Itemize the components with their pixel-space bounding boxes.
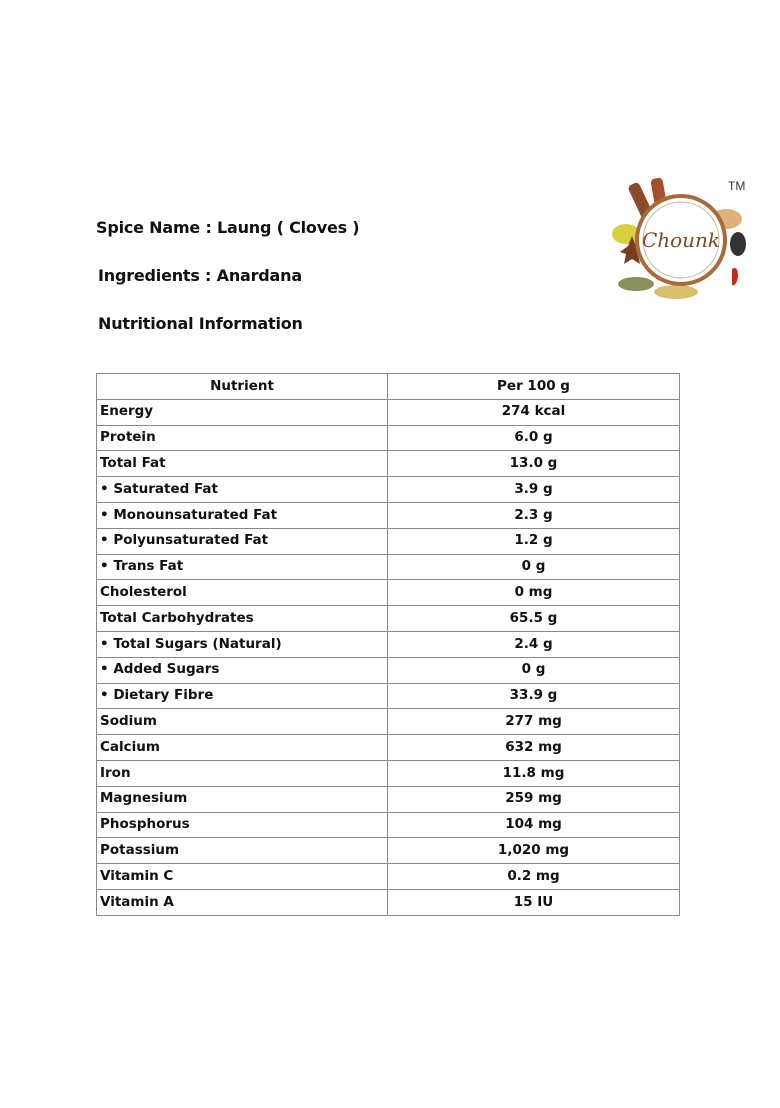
nutrient-value: 65.5 g xyxy=(388,606,680,632)
table-row xyxy=(97,760,680,786)
nutrient-name: Total Fat xyxy=(97,451,388,477)
section-title: Nutritional Information xyxy=(98,314,303,333)
nutrient-name: Vitamin C xyxy=(97,864,388,890)
table-row xyxy=(97,606,680,632)
nutrient-name: Vitamin A xyxy=(97,889,388,915)
nutrient-name: Total Carbohydrates xyxy=(97,606,388,632)
table-row xyxy=(97,631,680,657)
nutrient-name: • Saturated Fat xyxy=(97,477,388,503)
nutrient-value: 3.9 g xyxy=(388,477,680,503)
trademark: TM xyxy=(728,179,746,193)
table-row xyxy=(97,502,680,528)
nutrient-name: Magnesium xyxy=(97,786,388,812)
table-header-row xyxy=(97,374,680,400)
nutrient-value: 2.3 g xyxy=(388,502,680,528)
nutrient-value: 11.8 mg xyxy=(388,760,680,786)
nutrient-value: 1,020 mg xyxy=(388,838,680,864)
nutrient-value: 104 mg xyxy=(388,812,680,838)
nutrient-name: Sodium xyxy=(97,709,388,735)
nutrient-value: 0 g xyxy=(388,554,680,580)
nutrient-value: 2.4 g xyxy=(388,631,680,657)
nutrient-value: 13.0 g xyxy=(388,451,680,477)
brand-logo xyxy=(606,174,756,309)
nutrient-name: Energy xyxy=(97,399,388,425)
ingredients: Ingredients : Anardana xyxy=(98,266,302,285)
nutrient-name: • Total Sugars (Natural) xyxy=(97,631,388,657)
nutrient-value: 277 mg xyxy=(388,709,680,735)
nutrient-value: 259 mg xyxy=(388,786,680,812)
table-row xyxy=(97,554,680,580)
nutrient-value: 632 mg xyxy=(388,735,680,761)
nutrient-name: • Dietary Fibre xyxy=(97,683,388,709)
nutrient-name: Cholesterol xyxy=(97,580,388,606)
nutrient-value: 0 mg xyxy=(388,580,680,606)
logo-text: Chounk xyxy=(641,228,721,252)
table-row xyxy=(97,838,680,864)
table-row xyxy=(97,477,680,503)
table-row xyxy=(97,451,680,477)
nutrient-name: • Monounsaturated Fat xyxy=(97,502,388,528)
nutrient-value: 274 kcal xyxy=(388,399,680,425)
table-row xyxy=(97,425,680,451)
nutrient-value: 0.2 mg xyxy=(388,864,680,890)
header-per-100g: Per 100 g xyxy=(388,374,680,400)
table-row xyxy=(97,786,680,812)
table-row xyxy=(97,812,680,838)
nutrient-value: 15 IU xyxy=(388,889,680,915)
nutrient-name: Protein xyxy=(97,425,388,451)
nutrient-name: Iron xyxy=(97,760,388,786)
nutrition-table xyxy=(96,373,680,916)
nutrient-name: Phosphorus xyxy=(97,812,388,838)
header-nutrient: Nutrient xyxy=(97,374,388,400)
nutrient-name: • Added Sugars xyxy=(97,657,388,683)
nutrient-value: 6.0 g xyxy=(388,425,680,451)
nutrient-value: 33.9 g xyxy=(388,683,680,709)
nutrient-name: Calcium xyxy=(97,735,388,761)
table-row xyxy=(97,889,680,915)
table-row xyxy=(97,735,680,761)
nutrient-value: 1.2 g xyxy=(388,528,680,554)
nutrient-value: 0 g xyxy=(388,657,680,683)
nutrient-name: • Trans Fat xyxy=(97,554,388,580)
table-row xyxy=(97,709,680,735)
table-row xyxy=(97,683,680,709)
table-row xyxy=(97,528,680,554)
nutrient-name: Potassium xyxy=(97,838,388,864)
table-row xyxy=(97,657,680,683)
nutrient-name: • Polyunsaturated Fat xyxy=(97,528,388,554)
table-row xyxy=(97,399,680,425)
spice-name: Spice Name : Laung ( Cloves ) xyxy=(96,218,360,237)
table-row xyxy=(97,580,680,606)
table-row xyxy=(97,864,680,890)
